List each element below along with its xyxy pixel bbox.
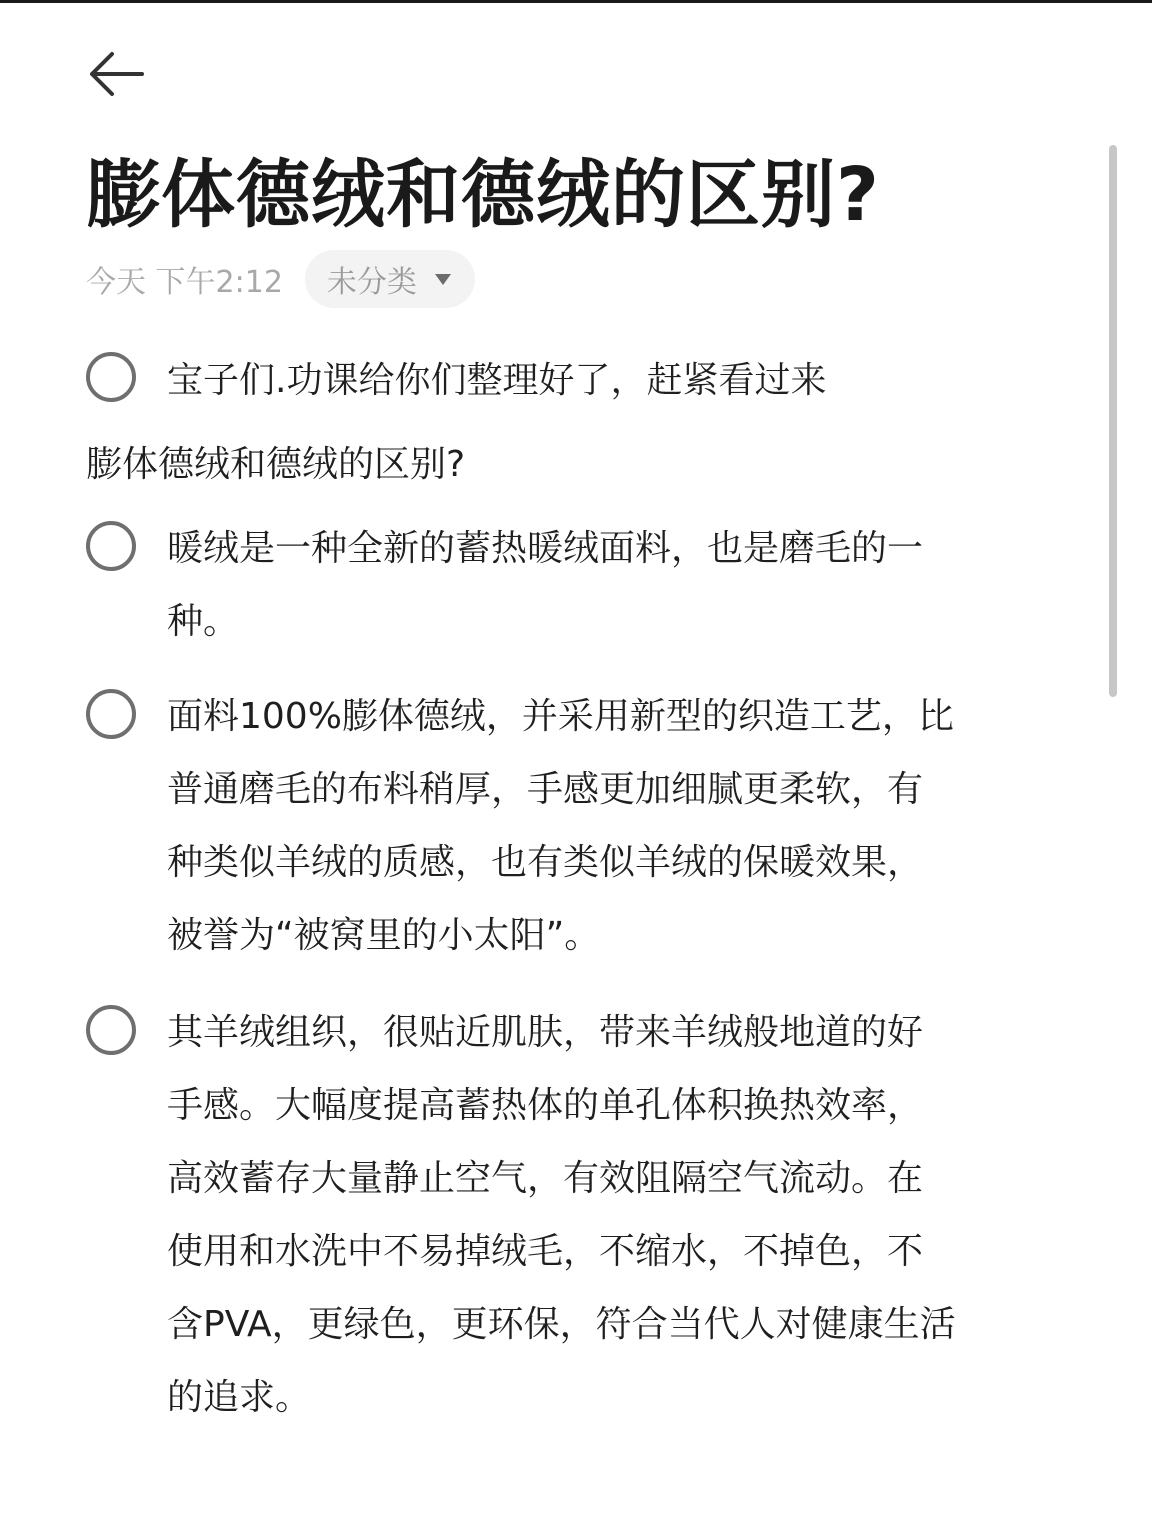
todo-item-text[interactable] — [167, 996, 1077, 1434]
todo-item-line: 暖绒是一种全新的蓄热暖绒面料，也是磨毛的一 — [167, 528, 924, 569]
todo-checkbox[interactable] — [86, 689, 136, 739]
todo-item-line: 面料100%膨体德绒，并采用新型的织造工艺，比 — [167, 696, 954, 737]
note-meta — [86, 250, 475, 308]
todo-item-line: 高效蓄存大量静止空气，有效阻隔空气流动。在 — [167, 1158, 924, 1199]
scrollbar[interactable] — [1109, 145, 1117, 697]
note-paragraph[interactable]: 膨体德绒和德绒的区别? — [86, 444, 466, 485]
todo-item-line: 普通磨毛的布料稍厚，手感更加细腻更柔软，有 — [167, 769, 924, 810]
chevron-down-icon — [435, 274, 451, 285]
todo-checkbox[interactable] — [86, 1005, 136, 1055]
back-button[interactable] — [86, 44, 148, 106]
todo-item-line: 种。 — [167, 601, 240, 642]
todo-item-line: 种类似羊绒的质感，也有类似羊绒的保暖效果， — [167, 842, 924, 883]
todo-item-line: 宝子们.功课给你们整理好了，赶紧看过来 — [167, 360, 827, 401]
note-title[interactable]: 膨体德绒和德绒的区别? — [86, 152, 880, 238]
category-dropdown[interactable] — [305, 250, 475, 308]
todo-item-line: 其羊绒组织，很贴近肌肤，带来羊绒般地道的好 — [167, 1012, 924, 1053]
todo-item-line: 手感。大幅度提高蓄热体的单孔体积换热效率， — [167, 1085, 924, 1126]
category-label: 未分类 — [326, 265, 417, 300]
arrow-left-icon — [86, 44, 148, 106]
note-timestamp: 今天 下午2:12 — [86, 265, 283, 300]
todo-item-line: 的追求。 — [167, 1377, 312, 1418]
todo-item-text[interactable] — [167, 512, 1077, 658]
todo-checkbox[interactable] — [86, 352, 136, 402]
todo-item-line: 使用和水洗中不易掉绒毛，不缩水，不掉色，不 — [167, 1231, 924, 1272]
todo-item-text[interactable] — [167, 344, 1077, 417]
todo-item-text[interactable] — [167, 680, 1077, 972]
todo-item-line: 含PVA，更绿色，更环保，符合当代人对健康生活 — [167, 1304, 956, 1345]
todo-checkbox[interactable] — [86, 521, 136, 571]
todo-item-line: 被誉为“被窝里的小太阳”。 — [167, 915, 601, 956]
top-edge-divider — [0, 0, 1152, 3]
